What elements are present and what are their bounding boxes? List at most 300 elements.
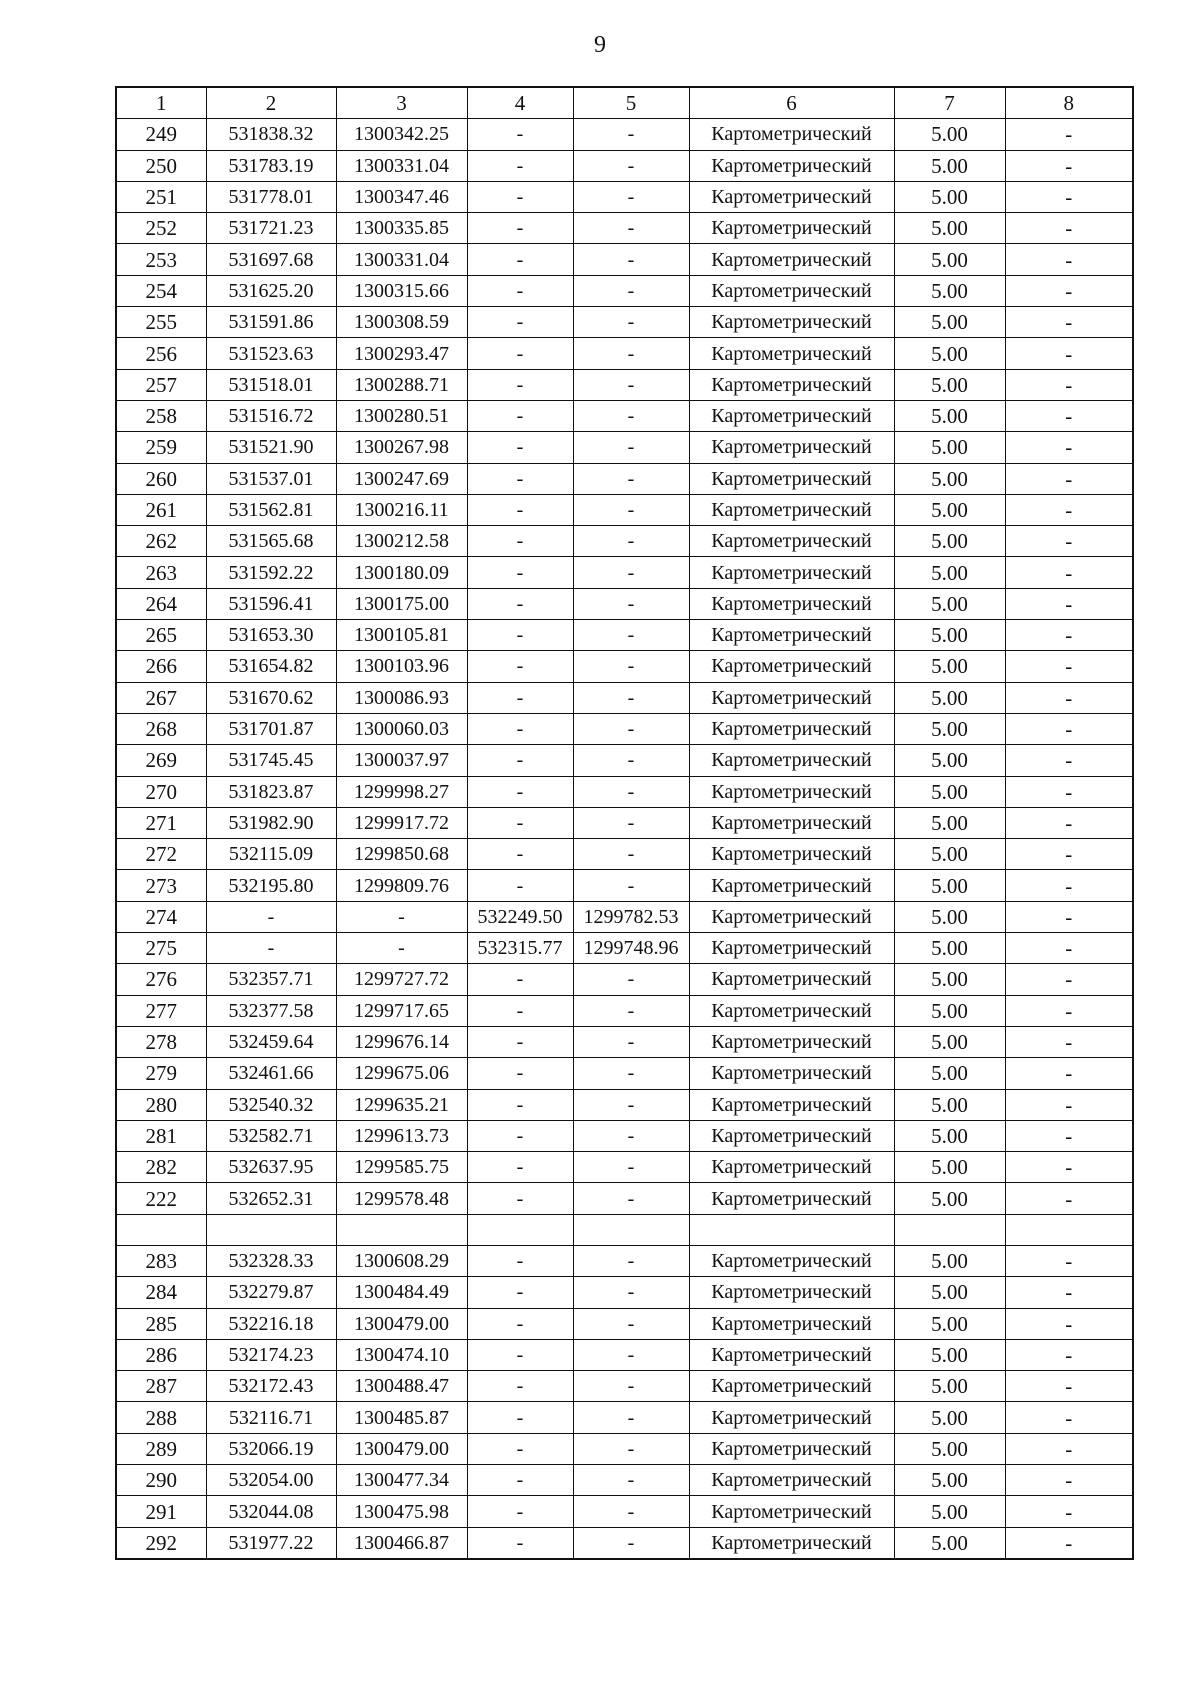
point-number-cell: 292 (116, 1527, 206, 1559)
table-row (116, 1214, 1133, 1245)
x-coordinate-cell: - (206, 933, 336, 964)
x-coordinate-alt-cell: - (467, 713, 573, 744)
x-coordinate-alt-cell: - (467, 964, 573, 995)
y-coordinate-alt-cell: - (573, 150, 689, 181)
coordinates-table (115, 86, 1134, 1560)
y-coordinate-alt-cell: - (573, 682, 689, 713)
x-coordinate-cell: 532172.43 (206, 1371, 336, 1402)
y-coordinate-alt-cell: - (573, 338, 689, 369)
accuracy-cell: 5.00 (894, 588, 1005, 619)
y-coordinate-cell: 1300335.85 (336, 213, 467, 244)
x-coordinate-cell: 532066.19 (206, 1433, 336, 1464)
note-cell: - (1005, 213, 1133, 244)
y-coordinate-cell: 1300474.10 (336, 1339, 467, 1370)
column-header: 4 (467, 87, 573, 119)
y-coordinate-cell: 1300466.87 (336, 1527, 467, 1559)
x-coordinate-alt-cell: - (467, 557, 573, 588)
x-coordinate-cell: 531596.41 (206, 588, 336, 619)
y-coordinate-cell: 1299675.06 (336, 1058, 467, 1089)
note-cell: - (1005, 463, 1133, 494)
x-coordinate-alt-cell: - (467, 1058, 573, 1089)
y-coordinate-cell: 1300180.09 (336, 557, 467, 588)
note-cell: - (1005, 839, 1133, 870)
point-number-cell: 290 (116, 1465, 206, 1496)
x-coordinate-alt-cell: - (467, 244, 573, 275)
accuracy-cell: 5.00 (894, 713, 1005, 744)
accuracy-cell: 5.00 (894, 526, 1005, 557)
x-coordinate-cell: 531521.90 (206, 432, 336, 463)
method-cell: Картометрический (689, 964, 894, 995)
accuracy-cell: 5.00 (894, 369, 1005, 400)
y-coordinate-alt-cell: - (573, 1277, 689, 1308)
accuracy-cell: 5.00 (894, 463, 1005, 494)
x-coordinate-alt-cell: - (467, 432, 573, 463)
x-coordinate-cell: 532540.32 (206, 1089, 336, 1120)
x-coordinate-cell: 531625.20 (206, 275, 336, 306)
note-cell: - (1005, 964, 1133, 995)
accuracy-cell: 5.00 (894, 1026, 1005, 1057)
column-header: 7 (894, 87, 1005, 119)
note-cell: - (1005, 1371, 1133, 1402)
table-row (116, 463, 1133, 494)
point-number-cell: 271 (116, 807, 206, 838)
point-number-cell: 280 (116, 1089, 206, 1120)
y-coordinate-alt-cell: - (573, 463, 689, 494)
x-coordinate-alt-cell: - (467, 307, 573, 338)
x-coordinate-cell: 532357.71 (206, 964, 336, 995)
point-number-cell: 253 (116, 244, 206, 275)
x-coordinate-cell: 531653.30 (206, 620, 336, 651)
point-number-cell: 283 (116, 1245, 206, 1276)
accuracy-cell: 5.00 (894, 1120, 1005, 1151)
y-coordinate-alt-cell: - (573, 1120, 689, 1151)
x-coordinate-cell: 532637.95 (206, 1152, 336, 1183)
point-number-cell: 278 (116, 1026, 206, 1057)
table-row (116, 651, 1133, 682)
point-number-cell: 272 (116, 839, 206, 870)
point-number-cell: 266 (116, 651, 206, 682)
point-number-cell: 222 (116, 1183, 206, 1214)
note-cell: - (1005, 870, 1133, 901)
note-cell: - (1005, 1339, 1133, 1370)
x-coordinate-cell: 532116.71 (206, 1402, 336, 1433)
note-cell: - (1005, 651, 1133, 682)
method-cell: Картометрический (689, 1183, 894, 1214)
method-cell: Картометрический (689, 933, 894, 964)
column-header: 6 (689, 87, 894, 119)
note-cell: - (1005, 432, 1133, 463)
accuracy-cell: 5.00 (894, 1152, 1005, 1183)
point-number-cell: 286 (116, 1339, 206, 1370)
table-row (116, 933, 1133, 964)
table-row (116, 150, 1133, 181)
table-row (116, 713, 1133, 744)
point-number-cell: 254 (116, 275, 206, 306)
x-coordinate-alt-cell: 532315.77 (467, 933, 573, 964)
table-row (116, 620, 1133, 651)
table-row (116, 432, 1133, 463)
y-coordinate-cell: 1300477.34 (336, 1465, 467, 1496)
accuracy-cell: 5.00 (894, 275, 1005, 306)
y-coordinate-alt-cell: - (573, 244, 689, 275)
method-cell: Картометрический (689, 713, 894, 744)
x-coordinate-alt-cell: - (467, 745, 573, 776)
method-cell: Картометрический (689, 1433, 894, 1464)
method-cell: Картометрический (689, 244, 894, 275)
method-cell: Картометрический (689, 181, 894, 212)
y-coordinate-alt-cell (573, 1214, 689, 1245)
y-coordinate-cell: 1300608.29 (336, 1245, 467, 1276)
table-row (116, 1433, 1133, 1464)
y-coordinate-alt-cell: 1299782.53 (573, 901, 689, 932)
accuracy-cell: 5.00 (894, 494, 1005, 525)
y-coordinate-alt-cell: - (573, 1465, 689, 1496)
method-cell: Картометрический (689, 338, 894, 369)
y-coordinate-alt-cell: - (573, 526, 689, 557)
accuracy-cell: 5.00 (894, 651, 1005, 682)
method-cell: Картометрический (689, 1152, 894, 1183)
x-coordinate-cell: 532328.33 (206, 1245, 336, 1276)
note-cell: - (1005, 369, 1133, 400)
method-cell: Картометрический (689, 745, 894, 776)
note-cell: - (1005, 150, 1133, 181)
y-coordinate-alt-cell: - (573, 369, 689, 400)
accuracy-cell: 5.00 (894, 995, 1005, 1026)
note-cell: - (1005, 807, 1133, 838)
table-row (116, 338, 1133, 369)
point-number-cell: 251 (116, 181, 206, 212)
method-cell: Картометрический (689, 1120, 894, 1151)
y-coordinate-cell: 1300485.87 (336, 1402, 467, 1433)
accuracy-cell: 5.00 (894, 213, 1005, 244)
table-row (116, 1465, 1133, 1496)
method-cell: Картометрический (689, 651, 894, 682)
table-row (116, 1527, 1133, 1559)
table-row (116, 870, 1133, 901)
x-coordinate-alt-cell: - (467, 1433, 573, 1464)
point-number-cell: 260 (116, 463, 206, 494)
y-coordinate-alt-cell: - (573, 119, 689, 150)
table-row (116, 995, 1133, 1026)
y-coordinate-cell: - (336, 933, 467, 964)
y-coordinate-cell: 1300315.66 (336, 275, 467, 306)
x-coordinate-cell: 531823.87 (206, 776, 336, 807)
method-cell: Картометрический (689, 1058, 894, 1089)
method-cell: Картометрический (689, 1527, 894, 1559)
note-cell: - (1005, 933, 1133, 964)
y-coordinate-cell: 1300484.49 (336, 1277, 467, 1308)
y-coordinate-cell: 1299585.75 (336, 1152, 467, 1183)
y-coordinate-cell (336, 1214, 467, 1245)
x-coordinate-cell: 531565.68 (206, 526, 336, 557)
x-coordinate-alt-cell: - (467, 620, 573, 651)
note-cell: - (1005, 588, 1133, 619)
y-coordinate-alt-cell: - (573, 1371, 689, 1402)
note-cell: - (1005, 1183, 1133, 1214)
x-coordinate-cell: 531654.82 (206, 651, 336, 682)
note-cell: - (1005, 1433, 1133, 1464)
y-coordinate-alt-cell: - (573, 1527, 689, 1559)
x-coordinate-cell: 532115.09 (206, 839, 336, 870)
y-coordinate-alt-cell: - (573, 494, 689, 525)
y-coordinate-cell: 1300086.93 (336, 682, 467, 713)
point-number-cell: 270 (116, 776, 206, 807)
point-number-cell: 274 (116, 901, 206, 932)
accuracy-cell: 5.00 (894, 1402, 1005, 1433)
x-coordinate-cell: 531518.01 (206, 369, 336, 400)
x-coordinate-cell: 532195.80 (206, 870, 336, 901)
note-cell: - (1005, 119, 1133, 150)
method-cell: Картометрический (689, 213, 894, 244)
column-header: 3 (336, 87, 467, 119)
y-coordinate-alt-cell: - (573, 651, 689, 682)
point-number-cell: 273 (116, 870, 206, 901)
accuracy-cell: 5.00 (894, 432, 1005, 463)
table-row (116, 244, 1133, 275)
point-number-cell: 288 (116, 1402, 206, 1433)
accuracy-cell: 5.00 (894, 1339, 1005, 1370)
point-number-cell: 261 (116, 494, 206, 525)
y-coordinate-cell: 1300331.04 (336, 244, 467, 275)
x-coordinate-alt-cell: - (467, 1339, 573, 1370)
x-coordinate-cell: 531516.72 (206, 400, 336, 431)
point-number-cell: 291 (116, 1496, 206, 1527)
x-coordinate-alt-cell: - (467, 870, 573, 901)
y-coordinate-cell: 1299717.65 (336, 995, 467, 1026)
y-coordinate-cell: 1299998.27 (336, 776, 467, 807)
note-cell: - (1005, 713, 1133, 744)
method-cell: Картометрический (689, 620, 894, 651)
accuracy-cell: 5.00 (894, 807, 1005, 838)
point-number-cell: 258 (116, 400, 206, 431)
y-coordinate-cell: 1300288.71 (336, 369, 467, 400)
table-row (116, 1026, 1133, 1057)
x-coordinate-alt-cell: - (467, 682, 573, 713)
point-number-cell: 255 (116, 307, 206, 338)
column-header: 1 (116, 87, 206, 119)
y-coordinate-cell: 1299676.14 (336, 1026, 467, 1057)
note-cell: - (1005, 1026, 1133, 1057)
y-coordinate-cell: 1300212.58 (336, 526, 467, 557)
method-cell: Картометрический (689, 1339, 894, 1370)
table-row (116, 1245, 1133, 1276)
point-number-cell: 276 (116, 964, 206, 995)
note-cell: - (1005, 1277, 1133, 1308)
y-coordinate-alt-cell: - (573, 588, 689, 619)
x-coordinate-alt-cell: - (467, 1183, 573, 1214)
note-cell: - (1005, 776, 1133, 807)
y-coordinate-cell: 1300488.47 (336, 1371, 467, 1402)
y-coordinate-cell: 1299613.73 (336, 1120, 467, 1151)
x-coordinate-alt-cell: - (467, 369, 573, 400)
table-row (116, 1058, 1133, 1089)
point-number-cell: 285 (116, 1308, 206, 1339)
method-cell: Картометрический (689, 995, 894, 1026)
y-coordinate-alt-cell: - (573, 1308, 689, 1339)
table-row (116, 1402, 1133, 1433)
table-row (116, 181, 1133, 212)
y-coordinate-cell: 1300475.98 (336, 1496, 467, 1527)
y-coordinate-alt-cell: - (573, 807, 689, 838)
x-coordinate-cell: 532054.00 (206, 1465, 336, 1496)
table-row (116, 1120, 1133, 1151)
y-coordinate-alt-cell: - (573, 870, 689, 901)
x-coordinate-cell: 532652.31 (206, 1183, 336, 1214)
point-number-cell: 268 (116, 713, 206, 744)
table-row (116, 494, 1133, 525)
point-number-cell: 289 (116, 1433, 206, 1464)
table-row (116, 1496, 1133, 1527)
x-coordinate-cell: 532377.58 (206, 995, 336, 1026)
table-row (116, 1277, 1133, 1308)
y-coordinate-alt-cell: - (573, 1058, 689, 1089)
column-header: 2 (206, 87, 336, 119)
y-coordinate-alt-cell: - (573, 713, 689, 744)
accuracy-cell: 5.00 (894, 244, 1005, 275)
y-coordinate-cell: 1300280.51 (336, 400, 467, 431)
point-number-cell: 250 (116, 150, 206, 181)
x-coordinate-alt-cell: - (467, 807, 573, 838)
point-number-cell: 252 (116, 213, 206, 244)
table-row (116, 776, 1133, 807)
note-cell: - (1005, 1120, 1133, 1151)
y-coordinate-alt-cell: - (573, 400, 689, 431)
accuracy-cell: 5.00 (894, 1183, 1005, 1214)
column-header: 8 (1005, 87, 1133, 119)
x-coordinate-cell: 531745.45 (206, 745, 336, 776)
method-cell: Картометрический (689, 588, 894, 619)
x-coordinate-cell: 532216.18 (206, 1308, 336, 1339)
accuracy-cell: 5.00 (894, 1245, 1005, 1276)
x-coordinate-alt-cell: - (467, 995, 573, 1026)
note-cell: - (1005, 1527, 1133, 1559)
x-coordinate-alt-cell: - (467, 1120, 573, 1151)
note-cell: - (1005, 1496, 1133, 1527)
x-coordinate-alt-cell: - (467, 1465, 573, 1496)
method-cell: Картометрический (689, 682, 894, 713)
method-cell: Картометрический (689, 1026, 894, 1057)
table-row (116, 275, 1133, 306)
x-coordinate-alt-cell: - (467, 494, 573, 525)
note-cell: - (1005, 901, 1133, 932)
x-coordinate-cell: 531977.22 (206, 1527, 336, 1559)
x-coordinate-cell: 531721.23 (206, 213, 336, 244)
x-coordinate-alt-cell: - (467, 1089, 573, 1120)
table-row (116, 1339, 1133, 1370)
y-coordinate-alt-cell: - (573, 839, 689, 870)
x-coordinate-alt-cell: - (467, 839, 573, 870)
y-coordinate-cell: 1300308.59 (336, 307, 467, 338)
note-cell: - (1005, 1465, 1133, 1496)
point-number-cell: 269 (116, 745, 206, 776)
x-coordinate-alt-cell: - (467, 400, 573, 431)
x-coordinate-cell: - (206, 901, 336, 932)
y-coordinate-alt-cell: - (573, 1152, 689, 1183)
x-coordinate-alt-cell: - (467, 588, 573, 619)
y-coordinate-alt-cell: - (573, 1026, 689, 1057)
table-header-row (116, 87, 1133, 119)
method-cell: Картометрический (689, 1245, 894, 1276)
y-coordinate-cell: 1299850.68 (336, 839, 467, 870)
x-coordinate-alt-cell: - (467, 776, 573, 807)
y-coordinate-cell: 1300037.97 (336, 745, 467, 776)
accuracy-cell: 5.00 (894, 1277, 1005, 1308)
table-body (116, 119, 1133, 1559)
note-cell: - (1005, 620, 1133, 651)
note-cell (1005, 1214, 1133, 1245)
table-row (116, 119, 1133, 150)
note-cell: - (1005, 1058, 1133, 1089)
x-coordinate-cell: 531697.68 (206, 244, 336, 275)
point-number-cell: 267 (116, 682, 206, 713)
accuracy-cell: 5.00 (894, 338, 1005, 369)
point-number-cell: 284 (116, 1277, 206, 1308)
y-coordinate-cell: 1300331.04 (336, 150, 467, 181)
accuracy-cell: 5.00 (894, 839, 1005, 870)
point-number-cell: 249 (116, 119, 206, 150)
accuracy-cell: 5.00 (894, 745, 1005, 776)
table-row (116, 369, 1133, 400)
accuracy-cell: 5.00 (894, 1465, 1005, 1496)
y-coordinate-alt-cell: - (573, 1402, 689, 1433)
y-coordinate-alt-cell: - (573, 964, 689, 995)
y-coordinate-alt-cell: - (573, 1183, 689, 1214)
point-number-cell: 281 (116, 1120, 206, 1151)
table-row (116, 213, 1133, 244)
x-coordinate-cell: 531838.32 (206, 119, 336, 150)
method-cell: Картометрический (689, 150, 894, 181)
note-cell: - (1005, 995, 1133, 1026)
accuracy-cell: 5.00 (894, 1058, 1005, 1089)
point-number-cell: 277 (116, 995, 206, 1026)
y-coordinate-alt-cell: - (573, 275, 689, 306)
y-coordinate-alt-cell: - (573, 307, 689, 338)
y-coordinate-cell: 1300216.11 (336, 494, 467, 525)
table-row (116, 307, 1133, 338)
y-coordinate-alt-cell: - (573, 1245, 689, 1276)
table-row (116, 588, 1133, 619)
note-cell: - (1005, 275, 1133, 306)
accuracy-cell: 5.00 (894, 119, 1005, 150)
note-cell: - (1005, 526, 1133, 557)
method-cell: Картометрический (689, 1308, 894, 1339)
y-coordinate-cell: 1299727.72 (336, 964, 467, 995)
accuracy-cell (894, 1214, 1005, 1245)
method-cell: Картометрический (689, 776, 894, 807)
table-row (116, 557, 1133, 588)
accuracy-cell: 5.00 (894, 307, 1005, 338)
x-coordinate-alt-cell: - (467, 1371, 573, 1402)
method-cell: Картометрический (689, 807, 894, 838)
method-cell: Картометрический (689, 494, 894, 525)
method-cell: Картометрический (689, 557, 894, 588)
x-coordinate-cell: 531562.81 (206, 494, 336, 525)
x-coordinate-cell: 531778.01 (206, 181, 336, 212)
point-number-cell: 259 (116, 432, 206, 463)
note-cell: - (1005, 1245, 1133, 1276)
x-coordinate-cell (206, 1214, 336, 1245)
x-coordinate-alt-cell: - (467, 1527, 573, 1559)
x-coordinate-cell: 531783.19 (206, 150, 336, 181)
point-number-cell: 287 (116, 1371, 206, 1402)
accuracy-cell: 5.00 (894, 682, 1005, 713)
y-coordinate-cell: 1300247.69 (336, 463, 467, 494)
accuracy-cell: 5.00 (894, 776, 1005, 807)
point-number-cell: 256 (116, 338, 206, 369)
x-coordinate-alt-cell: - (467, 181, 573, 212)
accuracy-cell: 5.00 (894, 870, 1005, 901)
x-coordinate-alt-cell: - (467, 1152, 573, 1183)
